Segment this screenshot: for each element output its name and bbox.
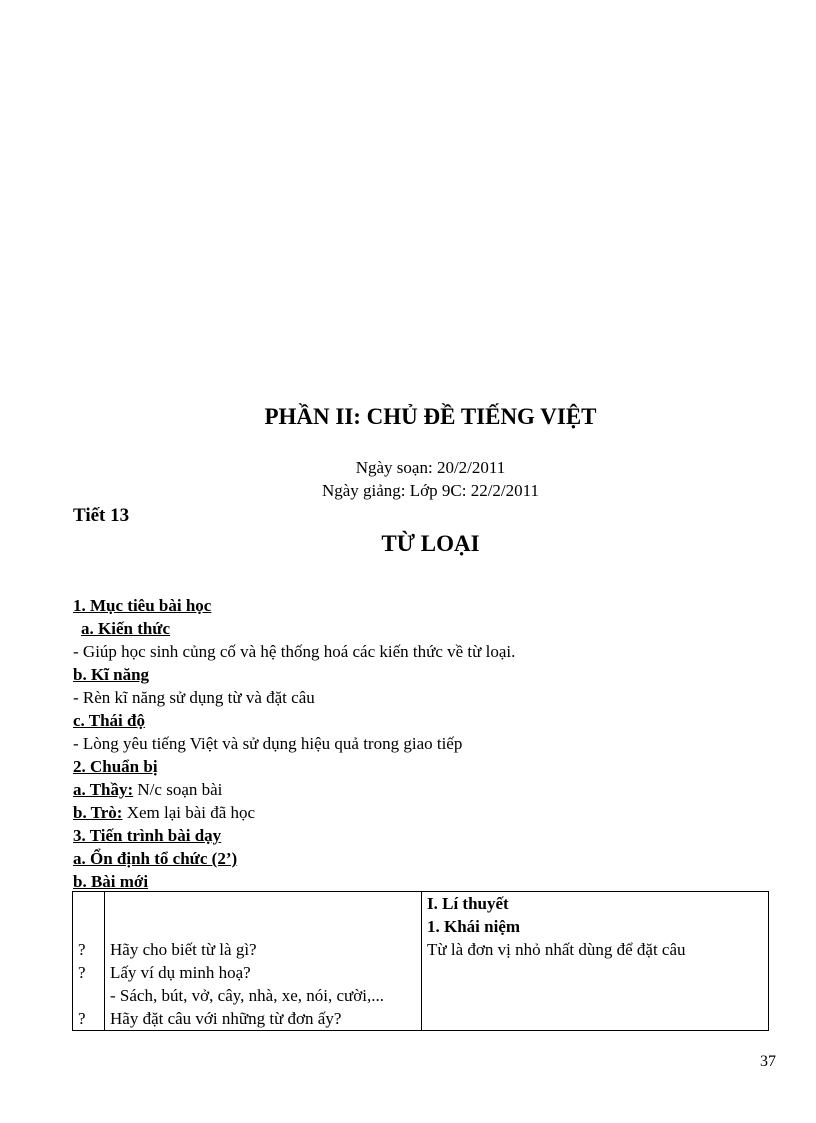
- concept-text: Từ là đơn vị nhỏ nhất dùng để đặt câu: [427, 940, 686, 959]
- page-number: 37: [760, 1053, 776, 1070]
- heading-knowledge: a. Kiến thức: [81, 619, 171, 638]
- heading-procedure: 3. Tiến trình bài dạy: [73, 826, 222, 845]
- question-text: Hãy cho biết từ là gì?: [110, 940, 257, 959]
- content-column: [422, 892, 769, 1031]
- concept-heading: 1. Khái niệm: [427, 917, 521, 936]
- heading-skills: b. Kĩ năng: [73, 665, 150, 684]
- theory-heading: I. Lí thuyết: [427, 894, 509, 913]
- date-prepared: Ngày soạn: 20/2/2011: [355, 458, 506, 477]
- question-text: Hãy đặt câu với những từ đơn ấy?: [110, 1009, 342, 1028]
- lesson-title: TỪ LOẠI: [381, 531, 480, 556]
- student-label: b. Trò:: [73, 803, 123, 822]
- heading-attitude: c. Thái độ: [73, 711, 145, 730]
- question-mark: ?: [78, 963, 86, 982]
- knowledge-text: - Giúp học sinh củng cố và hệ thống hoá các kiến thức về từ loại.: [73, 642, 516, 661]
- date-taught: Ngày giảng: Lớp 9C: 22/2/2011: [321, 481, 540, 500]
- question-mark: ?: [78, 940, 86, 959]
- example-text: - Sách, bút, vở, cây, nhà, xe, nói, cười,...: [110, 986, 384, 1005]
- question-text: Lấy ví dụ minh hoạ?: [110, 963, 251, 982]
- student-line: [73, 803, 255, 823]
- teacher-text: N/c soạn bài: [133, 780, 223, 799]
- heading-organization: a. Ổn định tổ chức (2’): [73, 849, 238, 868]
- lesson-table: [72, 891, 769, 1031]
- question-mark: ?: [78, 1009, 86, 1028]
- teacher-label: a. Thầy:: [73, 780, 134, 799]
- heading-new-lesson: b. Bài mới: [73, 872, 149, 891]
- part-title: PHẦN II: CHỦ ĐỀ TIẾNG VIỆT: [264, 404, 597, 429]
- attitude-text: - Lòng yêu tiếng Việt và sử dụng hiệu quả trong giao tiếp: [73, 734, 463, 753]
- student-text: Xem lại bài đã học: [122, 803, 256, 822]
- table-row: [73, 892, 769, 1031]
- teacher-line: [73, 780, 222, 800]
- heading-preparation: 2. Chuẩn bị: [73, 757, 158, 776]
- lesson-number: Tiết 13: [73, 505, 130, 526]
- teacher-questions-column: [105, 892, 422, 1031]
- question-marks-column: [73, 892, 105, 1031]
- heading-objectives: 1. Mục tiêu bài học: [73, 596, 212, 615]
- skills-text: - Rèn kĩ năng sử dụng từ và đặt câu: [73, 688, 315, 707]
